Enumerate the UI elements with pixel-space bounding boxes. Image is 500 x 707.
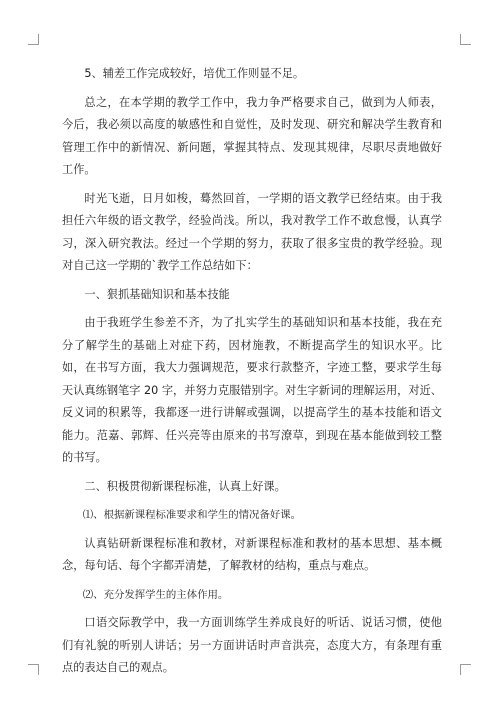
paragraph-intro: 时光飞逝，日月如梭，蓦然回首，一学期的语文教学已经结束。由于我担任六年级的语文教学，经验尚浅。所以，我对教学工作不敢怠慢，认真学习，深入研究教法。经过一个学期的努力，获取了很多宝贵的教学经验。现对自己这一学期的`教学工作总结如下： (62, 191, 442, 272)
paragraph-item-5: 5、辅差工作完成较好，培优工作则显不足。 (84, 67, 305, 80)
subheading-2: ⑵、充分发挥学生的主体作用。 (82, 588, 229, 601)
paragraph-basics: 由于我班学生参差不齐，为了扎实学生的基础知识和基本技能，我在充分了解学生的基础上对症下药，因材施教，不断提高学生的知识水平。比如，在书写方面，我大力强调规范，要求行款整齐，字迹工整，要求学生每天认真练钢笔字 20 字，并努力克服错别字。对生字新词的理解运用，对近、反义词的积累等，我都逐一进行讲解或强调，以提高学生的基本技能和语文能力。范嘉、郭辉、任兴亮等由原来的书写潦草，到现在基本能做到较工整的书写。 (62, 316, 442, 464)
section-heading-1: 一、狠抓基础知识和基本技能 (84, 287, 230, 301)
crop-mark-bottom-left (28, 664, 39, 675)
paragraph-curriculum: 认真钻研新课程标准和教材，对新课程标准和教材的基本思想、基本概念，每句话、每个字都弄清楚，了解教材的结构，重点与难点。 (62, 536, 442, 572)
paragraph-summary: 总之，在本学期的教学工作中，我力争严格要求自己，做到为人师表，今后，我必须以高度的敏感性和自觉性，及时发现、研究和解决学生教育和管理工作中的新情况、新问题，掌握其特点、发现其规律，尽职尽责地做好工作。 (62, 95, 442, 176)
document-body (62, 63, 442, 686)
section-heading-2: 二、积极贯彻新课程标准，认真上好课。 (84, 479, 286, 493)
subheading-1: ⑴、根据新课程标准要求和学生的情况备好课。 (82, 509, 301, 521)
crop-mark-bottom-right (460, 664, 471, 675)
paragraph-oral: 口语交际教学中，我一方面训练学生养成良好的听话、说话习惯，使他们有礼貌的听别人讲话；另一方面讲话时声音洪亮，态度大方，有条理有重点的表达自己的观点。 (62, 616, 442, 674)
crop-mark-top-left (28, 34, 39, 45)
crop-mark-top-right (460, 34, 471, 45)
